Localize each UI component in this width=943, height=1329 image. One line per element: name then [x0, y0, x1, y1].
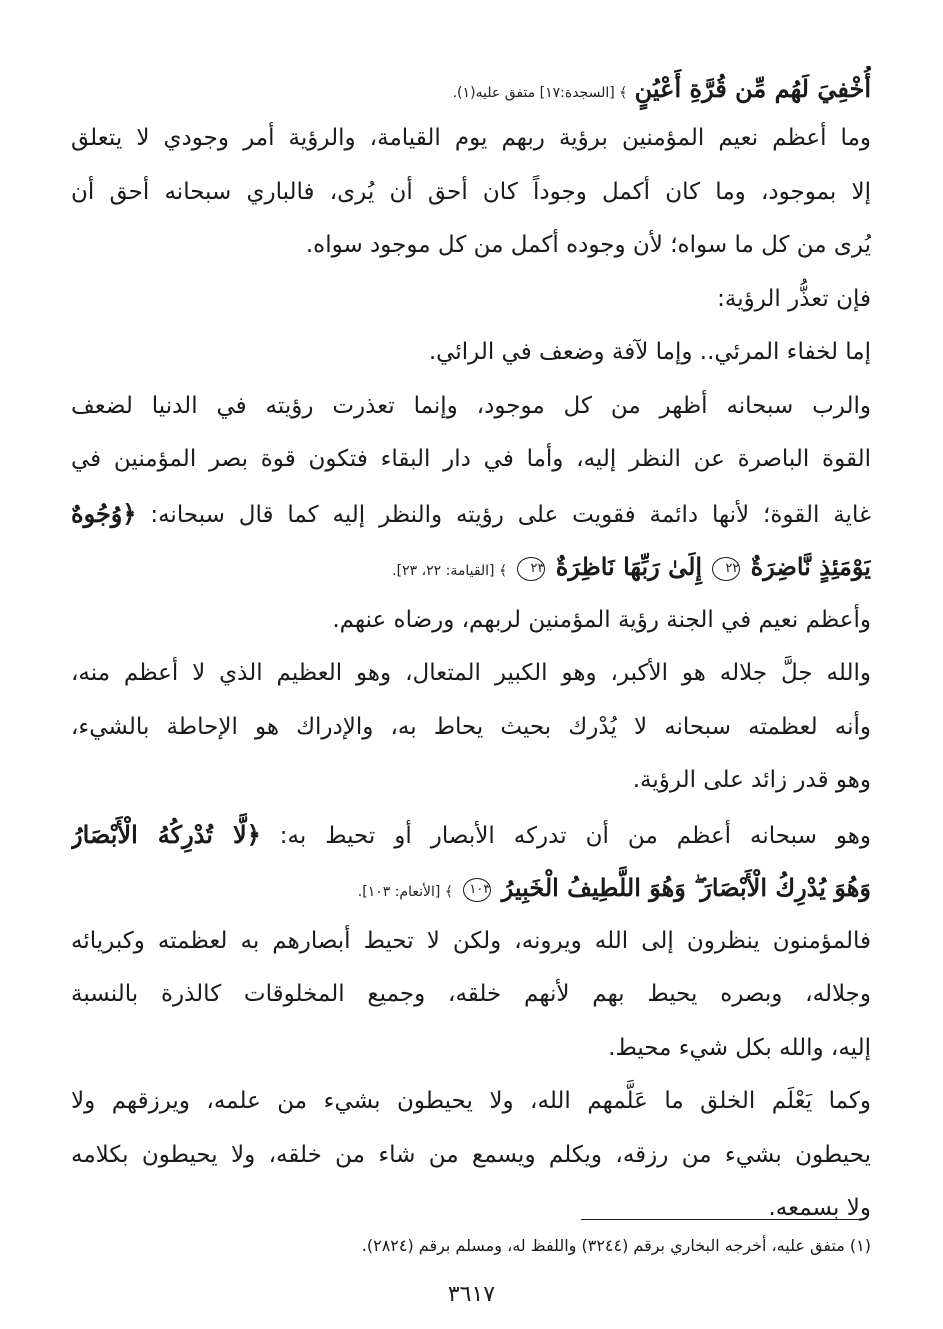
text-line: وجلاله، وبصره يحيط بهم لأنهم خلقه، وجميع المخلوقات كالذرة بالنسبة: [71, 981, 871, 1007]
text-line: ولا بسمعه.: [768, 1195, 871, 1221]
footnote-divider: [581, 1219, 861, 1220]
text-line: وأعظم نعيم في الجنة رؤية المؤمنين لربهم، ورضاه عنهم.: [332, 606, 871, 633]
text-line: القوة الباصرة عن النظر إليه، وأما في دار البقاء فتكون قوة بصر المؤمنين في: [71, 446, 871, 472]
text-line: يُرى من كل ما سواه؛ لأن وجوده أكمل من كل موجود سواه.: [305, 232, 871, 258]
text-line: فإن تعذُّر الرؤية:: [717, 285, 871, 312]
text-segment: وهو سبحانه أعظم من أن تدركه الأبصار أو تحيط به:: [260, 822, 871, 849]
ayah-number-marker: ١٠٣: [463, 878, 491, 902]
quran-verse: ﴿وُجُوهٌ: [71, 498, 137, 528]
text-line: وهو قدر زائد على الرؤية.: [632, 767, 871, 793]
text-line: [71, 66, 871, 112]
text-line: وما أعظم نعيم المؤمنين برؤية ربهم يوم القيامة، والرؤية أمر وجودي لا يتعلق: [71, 125, 871, 151]
text-line: والرب سبحانه أظهر من كل موجود، وإنما تعذرت رؤيته في الدنيا لضعف: [71, 392, 871, 419]
text-line: يحيطون بشيء من رزقه، ويكلم ويسمع من شاء من خلقه، ولا يحيطون بكلامه: [71, 1141, 871, 1168]
text-line: [71, 861, 871, 915]
main-text: [71, 66, 871, 1236]
text-line: وأنه لعظمته سبحانه لا يُدْرك بحيث يحاط به، والإدراك هو الإحاطة بالشيء،: [71, 713, 871, 740]
quran-verse: ﴿لَّا تُدْرِكُهُ الْأَبْصَارُ: [71, 819, 261, 849]
quran-verse: إِلَىٰ رَبِّهَا نَاظِرَةٌ: [555, 552, 703, 581]
text-segment: غاية القوة؛ لأنها دائمة فقويت على رؤيته والنظر إليه كما قال سبحانه:: [136, 501, 871, 528]
text-line: إليه، والله بكل شيء محيط.: [608, 1034, 871, 1061]
text-line: [71, 540, 871, 594]
ayah-number-marker: ٢٢: [712, 557, 740, 581]
text-line: إلا بموجود، وما كان أكمل وجوداً كان أحق أن يُرى، فالباري سبحانه أحق أن: [71, 178, 871, 205]
text-line: [71, 808, 871, 862]
ayah-number-marker: ٢٣: [517, 557, 545, 581]
footnote: (١) متفق عليه، أخرجه البخاري برقم (٣٢٤٤) واللفظ له، ومسلم برقم (٢٨٢٤).: [361, 1236, 871, 1255]
verse-reference: ﴾ [القيامة: ٢٢، ٢٣].: [392, 563, 508, 579]
page-number: ٣٦١٧: [447, 1282, 496, 1307]
verse-reference: ﴾ [الأنعام: ١٠٣].: [357, 884, 453, 900]
quran-verse: وَهُوَ يُدْرِكُ الْأَبْصَارَ ۖ وَهُوَ اللَّطِيفُ الْخَبِيرُ: [501, 873, 871, 902]
verse-reference: ﴾ [السجدة:١٧] متفق عليه(١).: [452, 85, 628, 101]
text-line: إما لخفاء المرئي.. وإما لآفة وضعف في الرائي.: [428, 339, 871, 365]
quran-verse: أُخْفِيَ لَهُم مِّن قُرَّةِ أَعْيُنٍ: [634, 74, 871, 103]
text-line: والله جلَّ جلاله هو الأكبر، وهو الكبير المتعال، وهو العظيم الذي لا أعظم منه،: [71, 660, 871, 686]
text-line: وكما يَعْلَم الخلق ما عَلَّمهم الله، ولا يحيطون بشيء من علمه، ويرزقهم ولا: [71, 1088, 871, 1114]
quran-verse: يَوْمَئِذٍ نَّاضِرَةٌ: [750, 552, 871, 581]
text-line: فالمؤمنون ينظرون إلى الله ويرونه، ولكن لا تحيط أبصارهم به لعظمته وكبريائه: [71, 927, 871, 954]
text-line: [71, 487, 871, 541]
